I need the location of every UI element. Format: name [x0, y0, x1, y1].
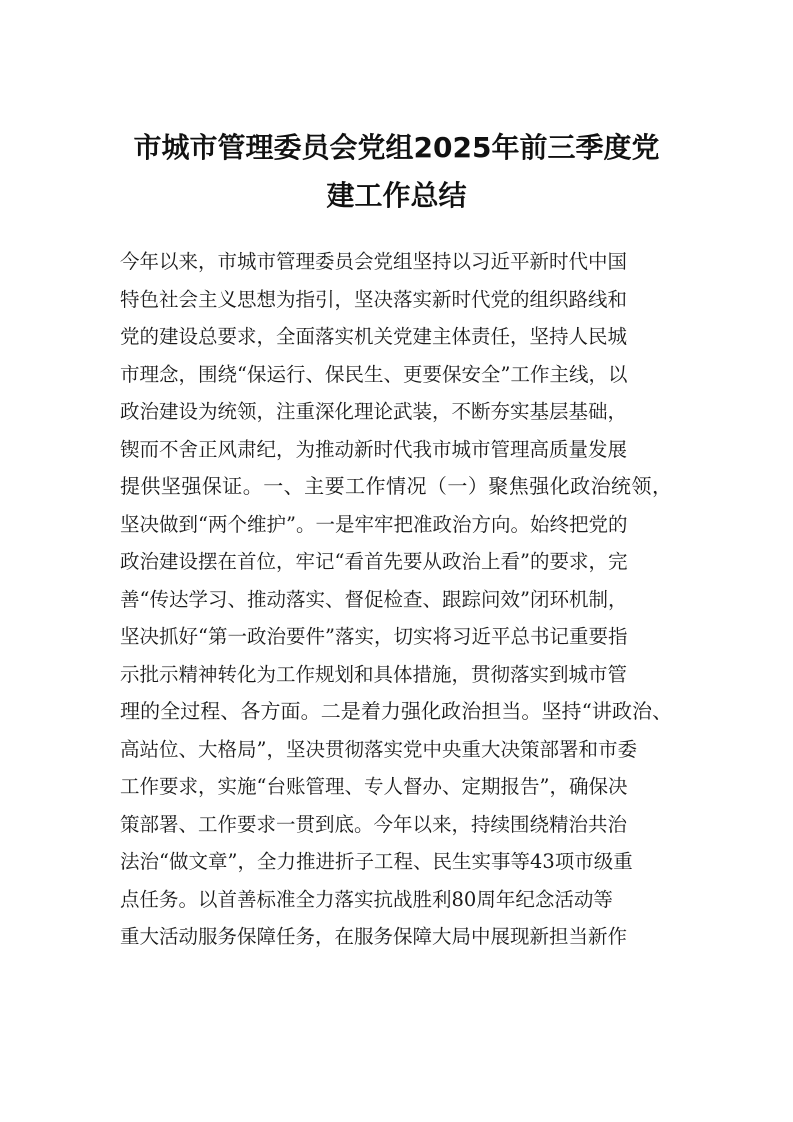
- body-line: 坚决做到“两个维护”。一是牢牢把准政治方向。始终把党的: [120, 512, 628, 536]
- body-line: 坚决抓好“第一政治要件”落实，切实将习近平总书记重要指: [120, 625, 628, 648]
- body-line: 政治建设摆在首位，牢记“看首先要从政治上看”的要求，完: [120, 550, 628, 573]
- body-line: 特色社会主义思想为指引，坚决落实新时代党的组织路线和: [120, 287, 628, 311]
- body-line: 理的全过程、各方面。二是着力强化政治担当。坚持“讲政治、: [120, 699, 673, 723]
- body-line: 市理念，围绕“保运行、保民生、更要保安全”工作主线，以: [120, 362, 628, 386]
- body-line: 重大活动服务保障任务，在服务保障大局中展现新担当新作: [120, 925, 628, 948]
- title-line-1: 市城市管理委员会党组2025年前三季度党: [133, 131, 660, 164]
- body-line: 政治建设为统领，注重深化理论武装，不断夯实基层基础，: [120, 400, 628, 423]
- body-line: 示批示精神转化为工作规划和具体措施，贯彻落实到城市管: [120, 662, 628, 686]
- title-line-2: 建工作总结: [326, 179, 467, 212]
- body-line: 点任务。以首善标准全力落实抗战胜利80周年纪念活动等: [120, 887, 613, 911]
- body-line: 高站位、大格局”，坚决贯彻落实党中央重大决策部署和市委: [120, 737, 637, 761]
- body-line: 策部署、工作要求一贯到底。今年以来，持续围绕精治共治: [120, 812, 628, 836]
- body-line: 今年以来，市城市管理委员会党组坚持以习近平新时代中国: [120, 250, 628, 273]
- document-title: [100, 124, 693, 220]
- document-body: [120, 243, 672, 956]
- body-line: 党的建设总要求，全面落实机关党建主体责任，坚持人民城: [120, 325, 628, 348]
- body-line: 法治“做文章”，全力推进折子工程、民生实事等43项市级重: [120, 850, 633, 873]
- body-line: 工作要求，实施“台账管理、专人督办、定期报告”，确保决: [120, 775, 628, 798]
- body-line: 锲而不舍正风肃纪，为推动新时代我市城市管理高质量发展: [120, 437, 628, 461]
- body-line: 提供坚强保证。一、主要工作情况（一）聚焦强化政治统领，: [120, 474, 673, 498]
- body-line: 善“传达学习、推动落实、督促检查、跟踪问效”闭环机制，: [120, 587, 628, 611]
